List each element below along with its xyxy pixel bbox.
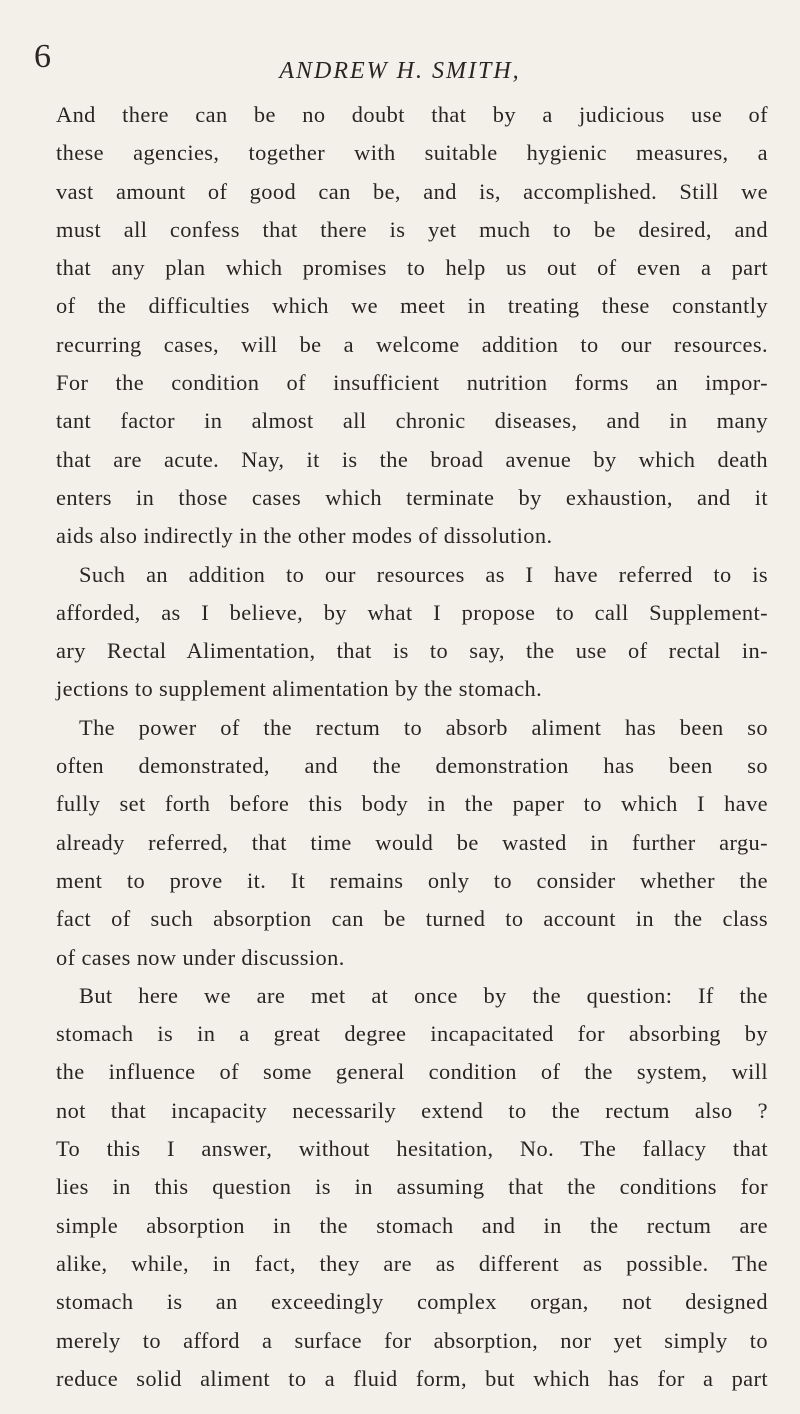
text-line: not that incapacity necessarily extend to the rectum also ? [56,1097,768,1123]
page-number: 6 [34,38,51,75]
text-line: And there can be no doubt that by a judicious use of [56,102,768,127]
text-line: must all confess that there is yet much to be desired, and [56,216,768,242]
text-line: recurring cases, will be a welcome addition to our resources. [56,331,768,357]
text-line: reduce solid aliment to a fluid form, but which has for a part [56,1365,768,1391]
text-line: already referred, that time would be wasted in further argu- [56,829,768,855]
text-line: ary Rectal Alimentation, that is to say, the use of rectal in- [56,638,768,664]
text-line: enters in those cases which terminate by exhaustion, and it [56,484,768,510]
text-line: stomach is in a great degree incapacitated for absorbing by [56,1021,768,1047]
text-line: For the condition of insufficient nutrition forms an impor- [56,370,768,396]
text-line: afforded, as I believe, by what I propose to call Supplement- [56,599,768,625]
text-line: tant factor in almost all chronic diseases, and in many [56,408,768,434]
text-line: fact of such absorption can be turned to account in the class [56,906,768,932]
text-line: lies in this question is in assuming that the conditions for [56,1174,768,1200]
text-line: To this I answer, without hesitation, No. The fallacy that [56,1136,768,1162]
running-head: ANDREW H. SMITH, [279,58,521,84]
text-line: of cases now under discussion. [56,944,345,970]
text-line: simple absorption in the stomach and in the rectum are [56,1212,768,1238]
text-line: often demonstrated, and the demonstration has been so [56,753,768,779]
text-line: But here we are met at once by the question: If the [79,982,768,1008]
text-line: the influence of some general condition of the system, will [56,1059,768,1085]
text-line: aids also indirectly in the other modes of dissolution. [56,523,553,549]
text-line: stomach is an exceedingly complex organ, not designed [56,1289,768,1315]
text-line: these agencies, together with suitable hygienic measures, a [56,140,768,166]
text-line: Such an addition to our resources as I have referred to is [79,561,768,587]
text-line: fully set forth before this body in the paper to which I have [56,791,768,817]
text-line: of the difficulties which we meet in treating these constantly [56,293,768,319]
text-line: that any plan which promises to help us out of even a part [56,255,768,281]
text-line: jections to supplement alimentation by the stomach. [56,676,543,702]
text-line: alike, while, in fact, they are as different as possible. The [56,1250,768,1276]
text-line: ment to prove it. It remains only to consider whether the [56,867,768,893]
text-line: that are acute. Nay, it is the broad avenue by which death [56,446,768,472]
text-line: merely to afford a surface for absorption, nor yet simply to [56,1327,768,1353]
text-line: The power of the rectum to absorb aliment has been so [79,714,768,740]
text-line: vast amount of good can be, and is, accomplished. Still we [56,178,768,204]
body-text [56,96,768,1398]
